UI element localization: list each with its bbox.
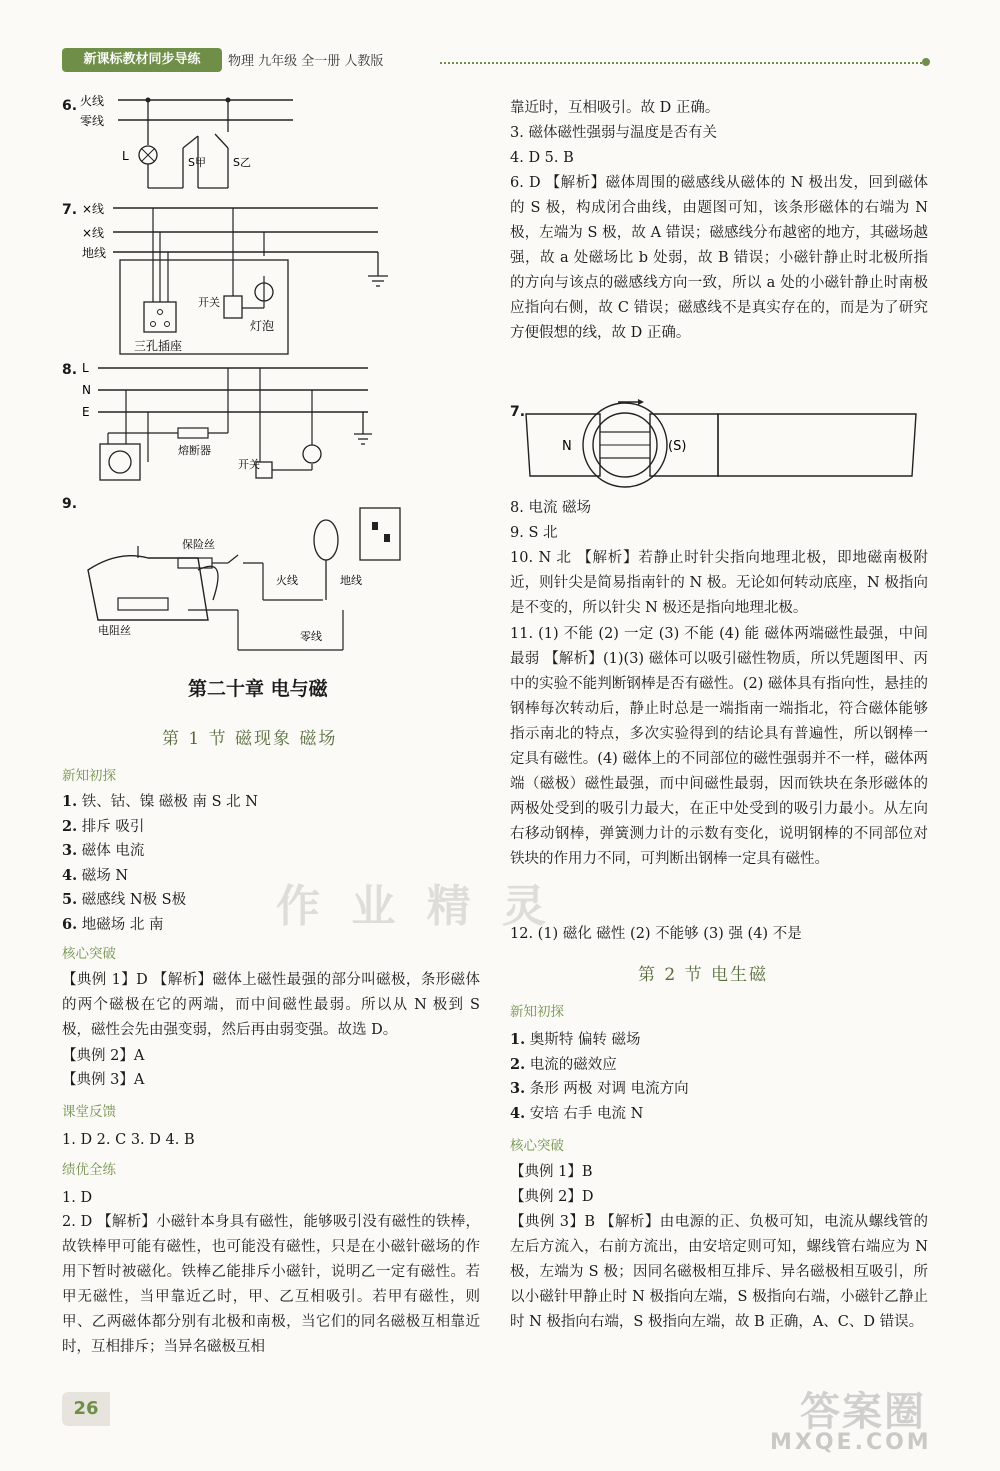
- q7-wiring-diagram: [78, 196, 398, 356]
- watermark-daanquan: 答案圈: [800, 1389, 926, 1435]
- q9-ground-label: 地线: [340, 574, 362, 587]
- answer-6: 6. D 【解析】磁体周围的磁感线从磁体的 N 极出发，回到磁体的 S 极，构成闭合曲线，由题图可知，该条形磁体的右端为 N 极，左端为 S 极，故 A 错误；磁感线分布越密的地方，其磁场越强，故 a 处磁场比 b 处弱，故 B 错误；小磁针静止时北极所指的方向与该点的磁感线方向一致，所以 a 处的小磁针静止时南极应指向右侧，故 C 错误；磁感线不是真实存在的，而是为了研究方便假想的线，故 D 正确。: [510, 175, 928, 341]
- section-1-title: 第 1 节 磁现象 磁场: [162, 729, 338, 749]
- ketang-answers: 1. D 2. C 3. D 4. B: [62, 1132, 195, 1148]
- q9-live-label: 火线: [276, 574, 298, 587]
- list-item: 1. 奥斯特 偏转 磁场: [510, 1031, 641, 1048]
- list-item: 4. 磁场 N: [62, 866, 129, 884]
- header-dot: [922, 58, 930, 66]
- page-number: 26: [62, 1392, 110, 1426]
- q7-ground-label: 地线: [82, 246, 107, 260]
- q9-resistor-label: 电阻丝: [98, 624, 131, 637]
- example-1: 【典例 1】D 【解析】磁体上磁性最强的部分叫磁极，条形磁体的两个磁极在它的两端，而中间磁性最弱。所以从 N 极到 S 极，磁性会先由强变弱，然后再由弱变强。故选 D。: [62, 972, 480, 1038]
- answer-3: 3. 磁体磁性强弱与温度是否有关: [510, 125, 717, 141]
- magnet-s-label: (S): [668, 439, 687, 454]
- q7-label: 7.: [62, 202, 78, 218]
- list-item: 5. 磁感线 N极 S极: [62, 891, 187, 908]
- jiyou-2: 2. D 【解析】小磁针本身具有磁性，能够吸引没有磁性的铁棒，故铁棒甲可能有磁性，也可能没有磁性，只是在小磁针磁场的作用下暂时被磁化。铁棒乙能排斥小磁针，说明乙一定有磁性。若甲无磁性，当甲靠近乙时，甲、乙互相吸引。若甲有磁性，则甲、乙两磁体都分别有北极和南极，当它们的同名磁极互相靠近时，互相排斥；当异名磁极互相: [62, 1214, 480, 1355]
- list-item: 1. 铁、钴、镍 磁极 南 S 北 N: [62, 793, 258, 810]
- book-subtitle: 物理 九年级 全一册 人教版: [228, 54, 384, 69]
- q8-L-label: L: [82, 361, 89, 375]
- header-divider: [440, 62, 922, 64]
- q6-s1-label: S甲: [188, 156, 206, 169]
- q6-s2-label: S乙: [233, 156, 251, 169]
- heading-hexin-2: 核心突破: [510, 1138, 564, 1154]
- series-badge: 新课标教材同步导练: [62, 48, 222, 72]
- q8-switch-label: 开关: [238, 458, 260, 471]
- magnet-n-label: N: [562, 439, 572, 454]
- q7-socket-label: 三孔插座: [134, 339, 183, 353]
- example-3: 【典例 3】A: [62, 1072, 145, 1088]
- watermark-zuoyejingling: 作 业 精 灵: [276, 881, 554, 932]
- heading-xinzhi: 新知初探: [62, 768, 116, 784]
- list-item: 3. 磁体 电流: [62, 842, 145, 859]
- heading-xinzhi-2: 新知初探: [510, 1004, 564, 1020]
- q7-line1-label: ×线: [82, 202, 105, 216]
- q7-right-label: 7.: [510, 404, 526, 420]
- list-item: 4. 安培 右手 电流 N: [510, 1104, 644, 1122]
- q6-circuit-diagram: [78, 88, 298, 200]
- list-item: 2. 电流的磁效应: [510, 1055, 617, 1073]
- xinzhi-list-2: [510, 1028, 928, 1126]
- heading-ketang: 课堂反馈: [62, 1104, 116, 1120]
- q8-label: 8.: [62, 362, 78, 378]
- answer-9: 9. S 北: [510, 525, 558, 541]
- example-2: 【典例 2】A: [62, 1048, 145, 1064]
- q9-label: 9.: [62, 496, 78, 512]
- example-2-2: 【典例 2】D: [510, 1189, 594, 1205]
- jiyou-1: 1. D: [62, 1190, 93, 1206]
- watermark-mxqe: MXQE.COM: [770, 1430, 932, 1455]
- section-2-title: 第 2 节 电生磁: [638, 965, 769, 985]
- answer-12: 12. (1) 磁化 磁性 (2) 不能够 (3) 强 (4) 不是: [510, 926, 802, 942]
- list-item: 3. 条形 两极 对调 电流方向: [510, 1080, 689, 1097]
- q9-fuse-label: 保险丝: [182, 538, 215, 551]
- q7-switch-label: 开关: [198, 296, 220, 309]
- example-1-2: 【典例 1】B: [510, 1164, 593, 1180]
- q8-N-label: N: [82, 383, 91, 397]
- answer-10: 10. N 北 【解析】若静止时针尖指向地理北极，即地磁南极附近，则针尖是简易指南针的 N 极。无论如何转动底座，N 极指向是不变的，所以针尖 N 极还是指向地理北极。: [510, 550, 928, 616]
- answer-8: 8. 电流 磁场: [510, 500, 592, 516]
- q7-line2-label: ×线: [82, 226, 105, 240]
- q8-fuse-label: 熔断器: [178, 444, 211, 457]
- q6-label: 6.: [62, 98, 78, 114]
- list-item: 6. 地磁场 北 南: [62, 915, 164, 933]
- list-item: 2. 排斥 吸引: [62, 817, 145, 835]
- q9-kettle-diagram: [78, 500, 408, 656]
- heading-jiyou: 绩优全练: [62, 1162, 116, 1178]
- q7-bulb-label: 灯泡: [250, 319, 275, 333]
- answer-11: 11. (1) 不能 (2) 一定 (3) 不能 (4) 能 磁体两端磁性最强，中间最弱 【解析】(1)(3) 磁体可以吸引磁性物质，所以凭题图甲、丙中的实验不能判断钢棒是否有磁性。(2) 磁体具有指向性，悬挂的钢棒每次转动后，静止时总是一端指南一端指北，符合磁体能够指示南北的特点，多次实验得到的结论具有普遍性，所以钢棒一定具有磁性。(4) 磁体上的不同部位的磁性强弱并不一样，磁体两端（磁极）磁性最强，而中间磁性最弱，因而铁块在条形磁体的两极处受到的吸引力最大，在正中处受到的吸引力最小。从左向右移动钢棒，弹簧测力计的示数有变化，说明钢棒的不同部位对铁块的作用力不同，可判断出钢棒一定具有磁性。: [510, 626, 928, 867]
- q6-lamp-label: L: [122, 149, 129, 163]
- answer-4-5: 4. D 5. B: [510, 150, 574, 166]
- q8-wiring-diagram: [78, 358, 388, 486]
- q6-neutral-label: 零线: [80, 114, 105, 128]
- chapter-title: 第二十章 电与磁: [188, 678, 328, 700]
- q6-live-label: 火线: [80, 94, 105, 108]
- magnet-field-diagram: [520, 396, 930, 502]
- q8-E-label: E: [82, 405, 90, 419]
- heading-hexin: 核心突破: [62, 946, 116, 962]
- q9-neutral-label: 零线: [300, 630, 322, 643]
- example-3-2: 【典例 3】B 【解析】由电源的正、负极可知，电流从螺线管的左后方流入，右前方流出，由安培定则可知，螺线管右端应为 N 极，左端为 S 极；因同名磁极相互排斥、异名磁极相互吸引，所以小磁针甲静止时 N 极指向左端，S 极指向右端，小磁针乙静止时 N 极指向右端，S 极指向左端，故 B 正确，A、C、D 错误。: [510, 1214, 928, 1330]
- answer-2-continued: 靠近时，互相吸引。故 D 正确。: [510, 100, 720, 116]
